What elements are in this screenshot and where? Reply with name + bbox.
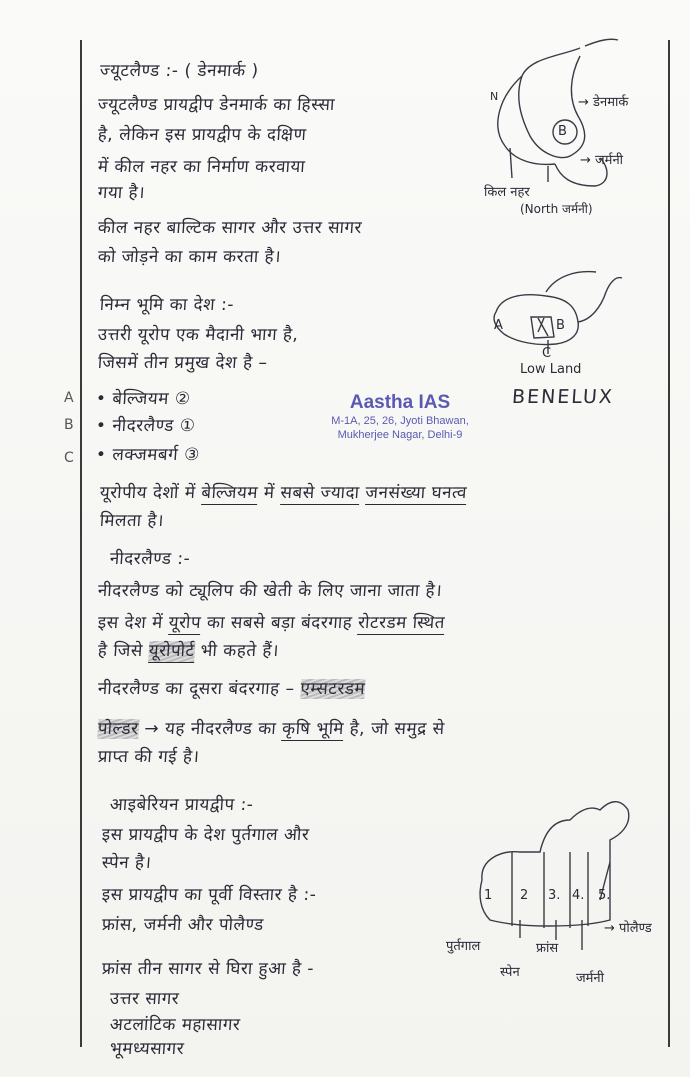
jutland-fig-denmark: → डेनमार्क <box>578 95 629 110</box>
netherlands-heading: नीदरलैण्ड :- <box>109 549 191 569</box>
iberian-fig-n4: 4. <box>572 888 585 903</box>
iberian-fig-n1: 1 <box>484 888 493 903</box>
netherlands-line-3-end: भी कहते हैं। <box>199 641 280 661</box>
left-margin-line <box>80 40 82 1047</box>
density-note-belgium: बेल्जियम <box>200 483 259 503</box>
jutland-fig-kiel: किल नहर <box>484 185 530 200</box>
benelux-sketch <box>476 262 636 372</box>
benelux-fig-b: B <box>556 318 565 333</box>
stamp-address-2: Mukherjee Nagar, Delhi-9 <box>337 429 463 441</box>
density-note-density: जनसंख्या घनत्व <box>364 483 468 503</box>
iberian-line-8: भूमध्यसागर <box>109 1039 185 1059</box>
netherlands-line-5 <box>97 716 445 739</box>
iberian-fig-france: फ्रांस <box>536 941 559 956</box>
netherlands-line-6: प्राप्त की गई है। <box>97 747 201 767</box>
netherlands-europe: यूरोप <box>168 613 202 633</box>
netherlands-line-5-end: है, जो समुद्र से <box>349 719 446 739</box>
netherlands-line-2-pre: इस देश में <box>97 613 164 633</box>
netherlands-line-4-pre: नीदरलैण्ड का दूसरा बंदरगाह – <box>97 679 296 699</box>
netherlands-polder: पोल्डर <box>97 719 140 739</box>
netherlands-line-3-pre: है जिसे <box>97 641 144 661</box>
jutland-line-5: कील नहर बाल्टिक सागर और उत्तर सागर <box>97 218 363 238</box>
iberian-line-6: उत्तर सागर <box>109 989 180 1009</box>
iberian-line-1: इस प्रायद्वीप के देश पुर्तगाल और <box>101 825 311 845</box>
jutland-line-1: ज्यूटलैण्ड प्रायद्वीप डेनमार्क का हिस्सा <box>97 95 336 115</box>
netherlands-line-2 <box>97 610 446 633</box>
stamp-title: Aastha IAS <box>349 392 451 413</box>
netherlands-line-5-rest: → यह नीदरलैण्ड का <box>143 719 277 739</box>
iberian-line-7: अटलांटिक महासागर <box>109 1015 242 1035</box>
density-note-sabse: सबसे ज्यादा <box>279 483 361 503</box>
margin-mark-b: B <box>64 417 74 433</box>
lowland-line-1: उत्तरी यूरोप एक मैदानी भाग है, <box>97 325 300 345</box>
iberian-fig-germany: जर्मनी <box>576 971 605 986</box>
netherlands-line-2-mid: का सबसे बड़ा बंदरगाह <box>206 613 353 633</box>
iberian-line-2: स्पेन है। <box>101 853 153 873</box>
jutland-heading: ज्यूटलैण्ड :- ( डेनमार्क ) <box>99 61 260 81</box>
netherlands-europort: यूरोपोर्ट <box>148 641 196 661</box>
lowland-heading: निम्न भूमि का देश :- <box>99 295 235 315</box>
right-margin-line <box>668 40 670 1047</box>
margin-mark-c: C <box>64 450 74 466</box>
stamp-address-1: M-1A, 25, 26, Jyoti Bhawan, <box>331 415 469 427</box>
lowland-country-luxembourg: • लक्जमबर्ग ③ <box>95 445 201 465</box>
netherlands-line-1: नीदरलैण्ड को ट्यूलिप की खेती के लिए जाना जाता है। <box>97 581 443 601</box>
iberian-fig-n5: 5. <box>598 888 611 903</box>
jutland-line-2: है, लेकिन इस प्रायद्वीप के दक्षिण <box>97 125 308 145</box>
density-note-end: मिलता है। <box>99 511 165 531</box>
jutland-line-6: को जोड़ने का काम करता है। <box>97 247 282 267</box>
netherlands-amsterdam: एम्सटरडम <box>299 679 366 699</box>
density-note <box>99 480 468 503</box>
institute-stamp <box>300 392 500 442</box>
jutland-fig-n: N <box>490 90 499 103</box>
jutland-line-3: में कील नहर का निर्माण करवाया <box>97 157 306 177</box>
benelux-fig-c: C <box>542 346 552 361</box>
netherlands-rotterdam: रोटरडम स्थित <box>357 613 446 633</box>
iberian-line-5: फ्रांस तीन सागर से घिरा हुआ है - <box>101 959 315 979</box>
benelux-fig-title: BENELUX <box>511 386 615 408</box>
benelux-fig-low-land: Low Land <box>520 362 582 377</box>
benelux-fig-a: A <box>494 318 503 333</box>
iberian-fig-spain: स्पेन <box>500 965 520 980</box>
iberian-line-3: इस प्रायद्वीप का पूर्वी विस्तार है :- <box>101 885 318 905</box>
density-note-pre: यूरोपीय देशों में <box>99 483 197 503</box>
netherlands-line-4 <box>97 676 366 699</box>
lowland-country-belgium: • बेल्जियम ② <box>95 389 192 409</box>
jutland-fig-north-germany: (North जर्मनी) <box>520 202 593 216</box>
jutland-fig-b: B <box>558 124 567 139</box>
margin-mark-a: A <box>64 390 74 406</box>
netherlands-line-3 <box>97 638 280 661</box>
density-note-mid: में <box>263 483 276 503</box>
lowland-country-netherlands: • नीदरलैण्ड ① <box>95 416 197 436</box>
lowland-line-2: जिसमें तीन प्रमुख देश है – <box>97 353 269 373</box>
iberian-fig-n2: 2 <box>520 888 529 903</box>
iberian-fig-n3: 3. <box>548 888 561 903</box>
iberian-fig-poland: → पोलैण्ड <box>604 921 652 936</box>
jutland-line-4: गया है। <box>97 183 146 203</box>
iberian-heading: आइबेरियन प्रायद्वीप :- <box>109 795 255 815</box>
jutland-fig-germany: → जर्मनी <box>580 153 624 168</box>
iberian-fig-portugal: पुर्तगाल <box>446 939 481 954</box>
iberian-line-4: फ्रांस, जर्मनी और पोलैण्ड <box>101 915 265 935</box>
netherlands-krishi: कृषि भूमि <box>281 719 345 739</box>
